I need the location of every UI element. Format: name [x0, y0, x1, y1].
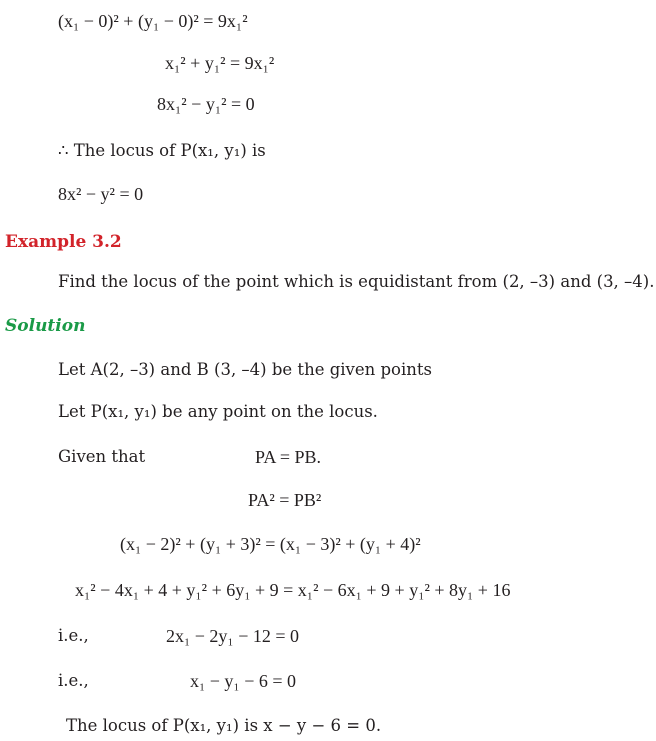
equation-pa-equals-pb: PA = PB. — [255, 447, 322, 467]
example-heading: Example 3.2 — [5, 232, 122, 252]
equation-pa-squared: PA² = PB² — [248, 490, 322, 510]
equation-distance-form: (x₁ − 2)² + (y₁ + 3)² = (x₁ − 3)² + (y₁ + 4)² — [120, 534, 421, 554]
given-points-line: Let A(2, –3) and B (3, –4) be the given points — [58, 360, 432, 379]
given-that-label: Given that — [58, 447, 146, 466]
locus-statement: ∴ The locus of P(x₁, y₁) is — [58, 141, 266, 160]
final-locus-statement: The locus of P(x₁, y₁) is x − y − 6 = 0. — [66, 716, 382, 735]
ie-label-2: i.e., — [58, 671, 89, 690]
locus-result-equation: 8x² − y² = 0 — [58, 184, 144, 204]
equation-expanded: x₁² + y₁² = 9x₁² — [165, 53, 275, 73]
solution-heading: Solution — [5, 316, 86, 336]
equation-simplified: 8x₁² − y₁² = 0 — [157, 94, 255, 114]
equation-expanded-form: x₁² − 4x₁ + 4 + y₁² + 6y₁ + 9 = x₁² − 6x₁ + 9 + y₁² + 8y₁ + 16 — [75, 580, 511, 600]
equation-linear-step: 2x₁ − 2y₁ − 12 = 0 — [166, 626, 300, 646]
point-on-locus-line: Let P(x₁, y₁) be any point on the locus. — [58, 402, 378, 421]
equation-distance-squared: (x₁ − 0)² + (y₁ − 0)² = 9x₁² — [58, 11, 248, 31]
ie-label-1: i.e., — [58, 626, 89, 645]
problem-statement: Find the locus of the point which is equidistant from (2, –3) and (3, –4). — [58, 272, 655, 291]
equation-reduced: x₁ − y₁ − 6 = 0 — [190, 671, 297, 691]
